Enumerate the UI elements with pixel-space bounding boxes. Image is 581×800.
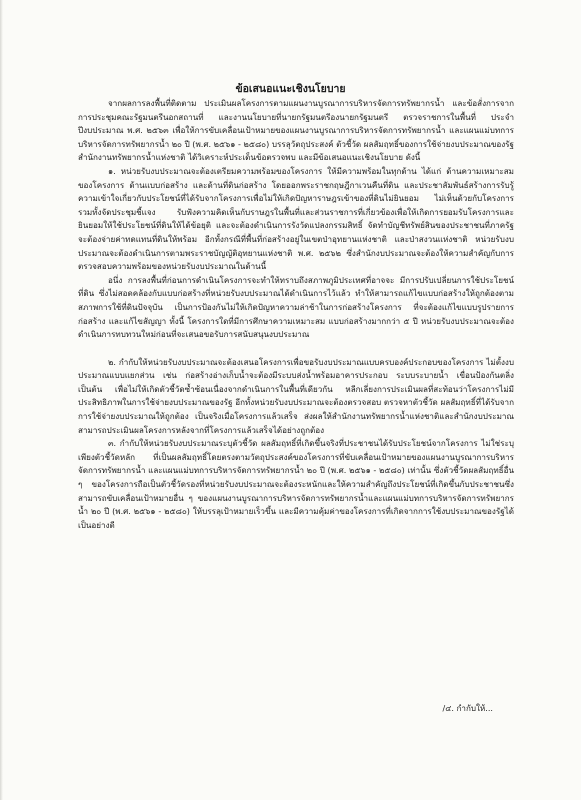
continuation-note: /๔. กำกับให้... <box>442 703 493 713</box>
paragraph-item-2: ๒. กำกับให้หน่วยรับงบประมาณจะต้องเสนอโครงการเพื่อขอรับงบประมาณแบบครบองค์ประกอบของโครงการ ไม่ตั้งงบประมาณแบบแยกส่วน เช่น ก่อสร้างอ่างเก็บน้ำจะต้องมีระบบส่งน้ำพร้อมอาคารประกอบ ระบบระบายน้ำ เขื่อนป้องกันตลิ่ง เป็นต้น เพื่อไม่ให้เกิดตัวชี้วัดซ้ำซ้อนเนื่องจากดำเนินการในพื้นที่เดียวกัน หลีกเลี่ยงการประเมินผลที่สะท้อนว่าโครงการไม่มีประสิทธิภาพในการใช้จ่ายงบประมาณของรัฐ อีกทั้งหน่วยรับงบประมาณจะต้องตรวจสอบ ตรวจหาตัวชี้วัด ผลสัมฤทธิ์ที่ได้รับจากการใช้จ่ายงบประมาณให้ถูกต้อง เป็นจริงเมื่อโครงการแล้วเสร็จ ส่งผลให้สำนักงานทรัพยากรน้ำแห่งชาติและสำนักงบประมาณสามารถประเมินผลโครงการหลังจากที่โครงการแล้วเสร็จได้อย่างถูกต้อง <box>78 356 514 435</box>
paragraph-item-1: ๑. หน่วยรับงบประมาณจะต้องเตรียมความพร้อมของโครงการ ให้มีความพร้อมในทุกด้าน ได้แก่ ด้านความเหมาะสมของโครงการ ด้านแบบก่อสร้าง และด้านที่ดินก่อสร้าง โดยออกพระราชกฤษฎีกาเวนคืนที่ดิน และประชาสัมพันธ์สร้างการรับรู้ ความเข้าใจเกี่ยวกับประโยชน์ที่ได้รับจากโครงการเพื่อไม่ให้เกิดปัญหาราษฎรเข้าของที่ดินไม่ยินยอม ไม่เห็นด้วยกับโครงการ รวมทั้งจัดประชุมชี้แจง รับฟังความคิดเห็นกับราษฎรในพื้นที่และส่วนราชการที่เกี่ยวข้องเพื่อให้เกิดการยอมรับโครงการและยินยอมให้ใช้ประโยชน์ที่ดินให้ได้ข้อยุติ และจะต้องดำเนินการรังวัดแปลงกรรมสิทธิ์ จัดทำบัญชีทรัพย์สินของประชาชนที่ภาครัฐจะต้องจ่ายค่าทดแทนที่ดินให้พร้อม อีกทั้งกรณีที่พื้นที่ก่อสร้างอยู่ในเขตป่าอุทยานแห่งชาติ และป่าสงวนแห่งชาติ หน่วยรับงบประมาณจะต้องดำเนินการตามพระราชบัญญัติอุทยานแห่งชาติ พ.ศ. ๒๕๖๒ ซึ่งสำนักงบประมาณจะต้องให้ความสำคัญกับการตรวจสอบความพร้อมของหน่วยรับงบประมาณในด้านนี้ <box>78 165 514 272</box>
document-title: ข้อเสนอแนะเชิงนโยบาย <box>235 83 346 95</box>
paragraph-item-1-note: อนึ่ง การลงพื้นที่ก่อนการดำเนินโครงการจะทำให้ทราบถึงสภาพภูมิประเทศที่อาจจะ มีการปรับเปลี่ยนการใช้ประโยชน์ที่ดิน ซึ่งไม่สอดคล้องกับแบบก่อสร้างที่หน่วยรับงบประมาณได้ดำเนินการไว้แล้ว ทำให้สามารถแก้ไขแบบก่อสร้างให้ถูกต้องตามสภาพการใช้ที่ดินปัจจุบัน เป็นการป้องกันไม่ให้เกิดปัญหาความล่าช้าในการก่อสร้างโครงการ ที่จะต้องแก้ไขแบบรูปรายการก่อสร้าง และแก้ไขสัญญา ทั้งนี้ โครงการใดที่มีการศึกษาความเหมาะสม แบบก่อสร้างมากกว่า ๕ ปี หน่วยรับงบประมาณจะต้องดำเนินการทบทวนใหม่ก่อนที่จะเสนอขอรับการสนับสนุนงบประมาณ <box>78 274 514 340</box>
paragraph-intro: จากผลการลงพื้นที่ติดตาม ประเมินผลโครงการตามแผนงานบูรณาการบริหารจัดการทรัพยากรน้ำ และข้อสั่งการจากการประชุมคณะรัฐมนตรีนอกสถานที่ และงานนโยบายที่นายกรัฐมนตรีองนายกรัฐมนตรี ตรวจราชการในพื้นที่ ประจำปีงบประมาณ พ.ศ. ๒๕๖๓ เพื่อให้การขับเคลื่อนเป้าหมายของแผนงานบูรณาการบริหารจัดการทรัพยากรน้ำ และแผนแม่บทการบริหารจัดการทรัพยากรน้ำ ๒๐ ปี (พ.ศ. ๒๕๖๑ - ๒๕๘๐) บรรลุวัตถุประสงค์ ตัวชี้วัด ผลสัมฤทธิ์ของการใช้จ่ายงบประมาณของรัฐ สำนักงานทรัพยากรน้ำแห่งชาติ ได้วิเคราะห์ประเด็นข้อตรวจพบ และมีข้อเสนอแนะเชิงนโยบาย ดังนี้ <box>78 98 514 163</box>
document-body <box>78 97 514 532</box>
paragraph-item-3: ๓. กำกับให้หน่วยรับงบประมาณระบุตัวชี้วัด ผลสัมฤทธิ์ที่เกิดขึ้นจริงที่ประชาชนได้รับประโยชน์จากโครงการ ไม่ใช่ระบุเพียงตัวชี้วัดหลัก ที่เป็นผลสัมฤทธิ์โดยตรงตามวัตถุประสงค์ของโครงการที่ขับเคลื่อนเป้าหมายของแผนงานบูรณาการบริหารจัดการทรัพยากรน้ำ และแผนแม่บทการบริหารจัดการทรัพยากรน้ำ ๒๐ ปี (พ.ศ. ๒๕๖๑ - ๒๕๘๐) เท่านั้น ซึ่งตัวชี้วัดผลสัมฤทธิ์อื่น ๆ ของโครงการถือเป็นตัวชี้วัดรองที่หน่วยรับงบประมาณจะต้องระหนักและให้ความสำคัญถึงประโยชน์ที่เกิดขึ้นกับประชาชนซึ่งสามารถขับเคลื่อนเป้าหมายอื่น ๆ ของแผนงานบูรณาการบริหารจัดการทรัพยากรน้ำและแผนแม่บทการบริหารจัดการทรัพยากรน้ำ ๒๐ ปี (พ.ศ. ๒๕๖๑ - ๒๕๘๐) ให้บรรลุเป้าหมายเร็วขึ้น และมีความคุ้มค่าของโครงการที่เกิดจากการใช้งบประมาณของรัฐได้เป็นอย่างดี <box>78 438 514 530</box>
